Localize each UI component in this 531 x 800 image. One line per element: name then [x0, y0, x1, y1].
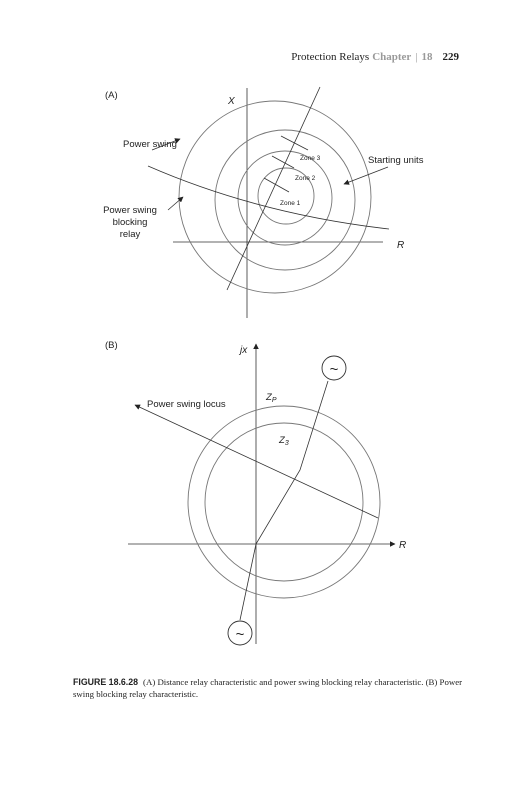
panel-a-label: (A) — [105, 90, 118, 101]
blocking-relay-arrow — [168, 197, 183, 210]
z3-main: Z — [279, 435, 285, 446]
axis-x-label: X — [228, 96, 235, 107]
header-chapter-number: 18 — [421, 51, 433, 63]
header-separator: | — [415, 51, 418, 63]
source-top-icon: ~ — [329, 361, 339, 378]
zp-sub: P — [271, 397, 277, 404]
blocking-relay-label-1: Power swing — [103, 205, 157, 216]
zone3-label: Zone 3 — [300, 155, 321, 162]
power-swing-curve — [148, 166, 389, 229]
source-bottom-icon: ~ — [235, 626, 245, 643]
locus-label: Power swing locus — [147, 399, 226, 410]
blocking-relay-label-3: relay — [119, 229, 141, 240]
zone1-label: Zone 1 — [280, 200, 301, 207]
page-number: 229 — [442, 51, 459, 63]
panel-b — [105, 340, 406, 645]
line-impedance-line — [227, 87, 320, 290]
power-swing-label: Power swing — [123, 139, 177, 150]
zone3-tick — [281, 136, 308, 150]
axis-r-label-b: R — [399, 540, 407, 551]
power-swing-locus-line — [135, 405, 378, 518]
caption-figure-id: FIGURE 18.6.28 — [73, 677, 139, 687]
blocking-relay-label-2: blocking — [112, 217, 148, 228]
zone2-label: Zone 2 — [295, 175, 316, 182]
z3-label — [278, 435, 289, 447]
zone2-circle — [238, 151, 332, 245]
header-chapter-label: Chapter — [372, 51, 412, 63]
line-impedance-path — [240, 381, 328, 620]
panel-b-label: (B) — [105, 340, 118, 351]
zone1-tick — [264, 178, 289, 192]
figure-caption — [73, 676, 468, 700]
axis-jx-label: jx — [240, 345, 248, 356]
zone2-tick — [272, 156, 294, 168]
zp-main: Z — [266, 392, 272, 403]
panel-a — [103, 87, 424, 318]
z3-sub: 3 — [284, 440, 289, 447]
axis-r-label: R — [397, 240, 405, 251]
caption-text: (A) Distance relay characteristic and power swing blocking relay characteristic. (B) Power swing blocking relay characteristic. — [73, 677, 463, 699]
zp-label — [265, 392, 277, 404]
starting-unit-circle — [179, 101, 371, 293]
starting-units-label: Starting units — [368, 155, 424, 166]
header-title: Protection Relays — [291, 51, 370, 63]
